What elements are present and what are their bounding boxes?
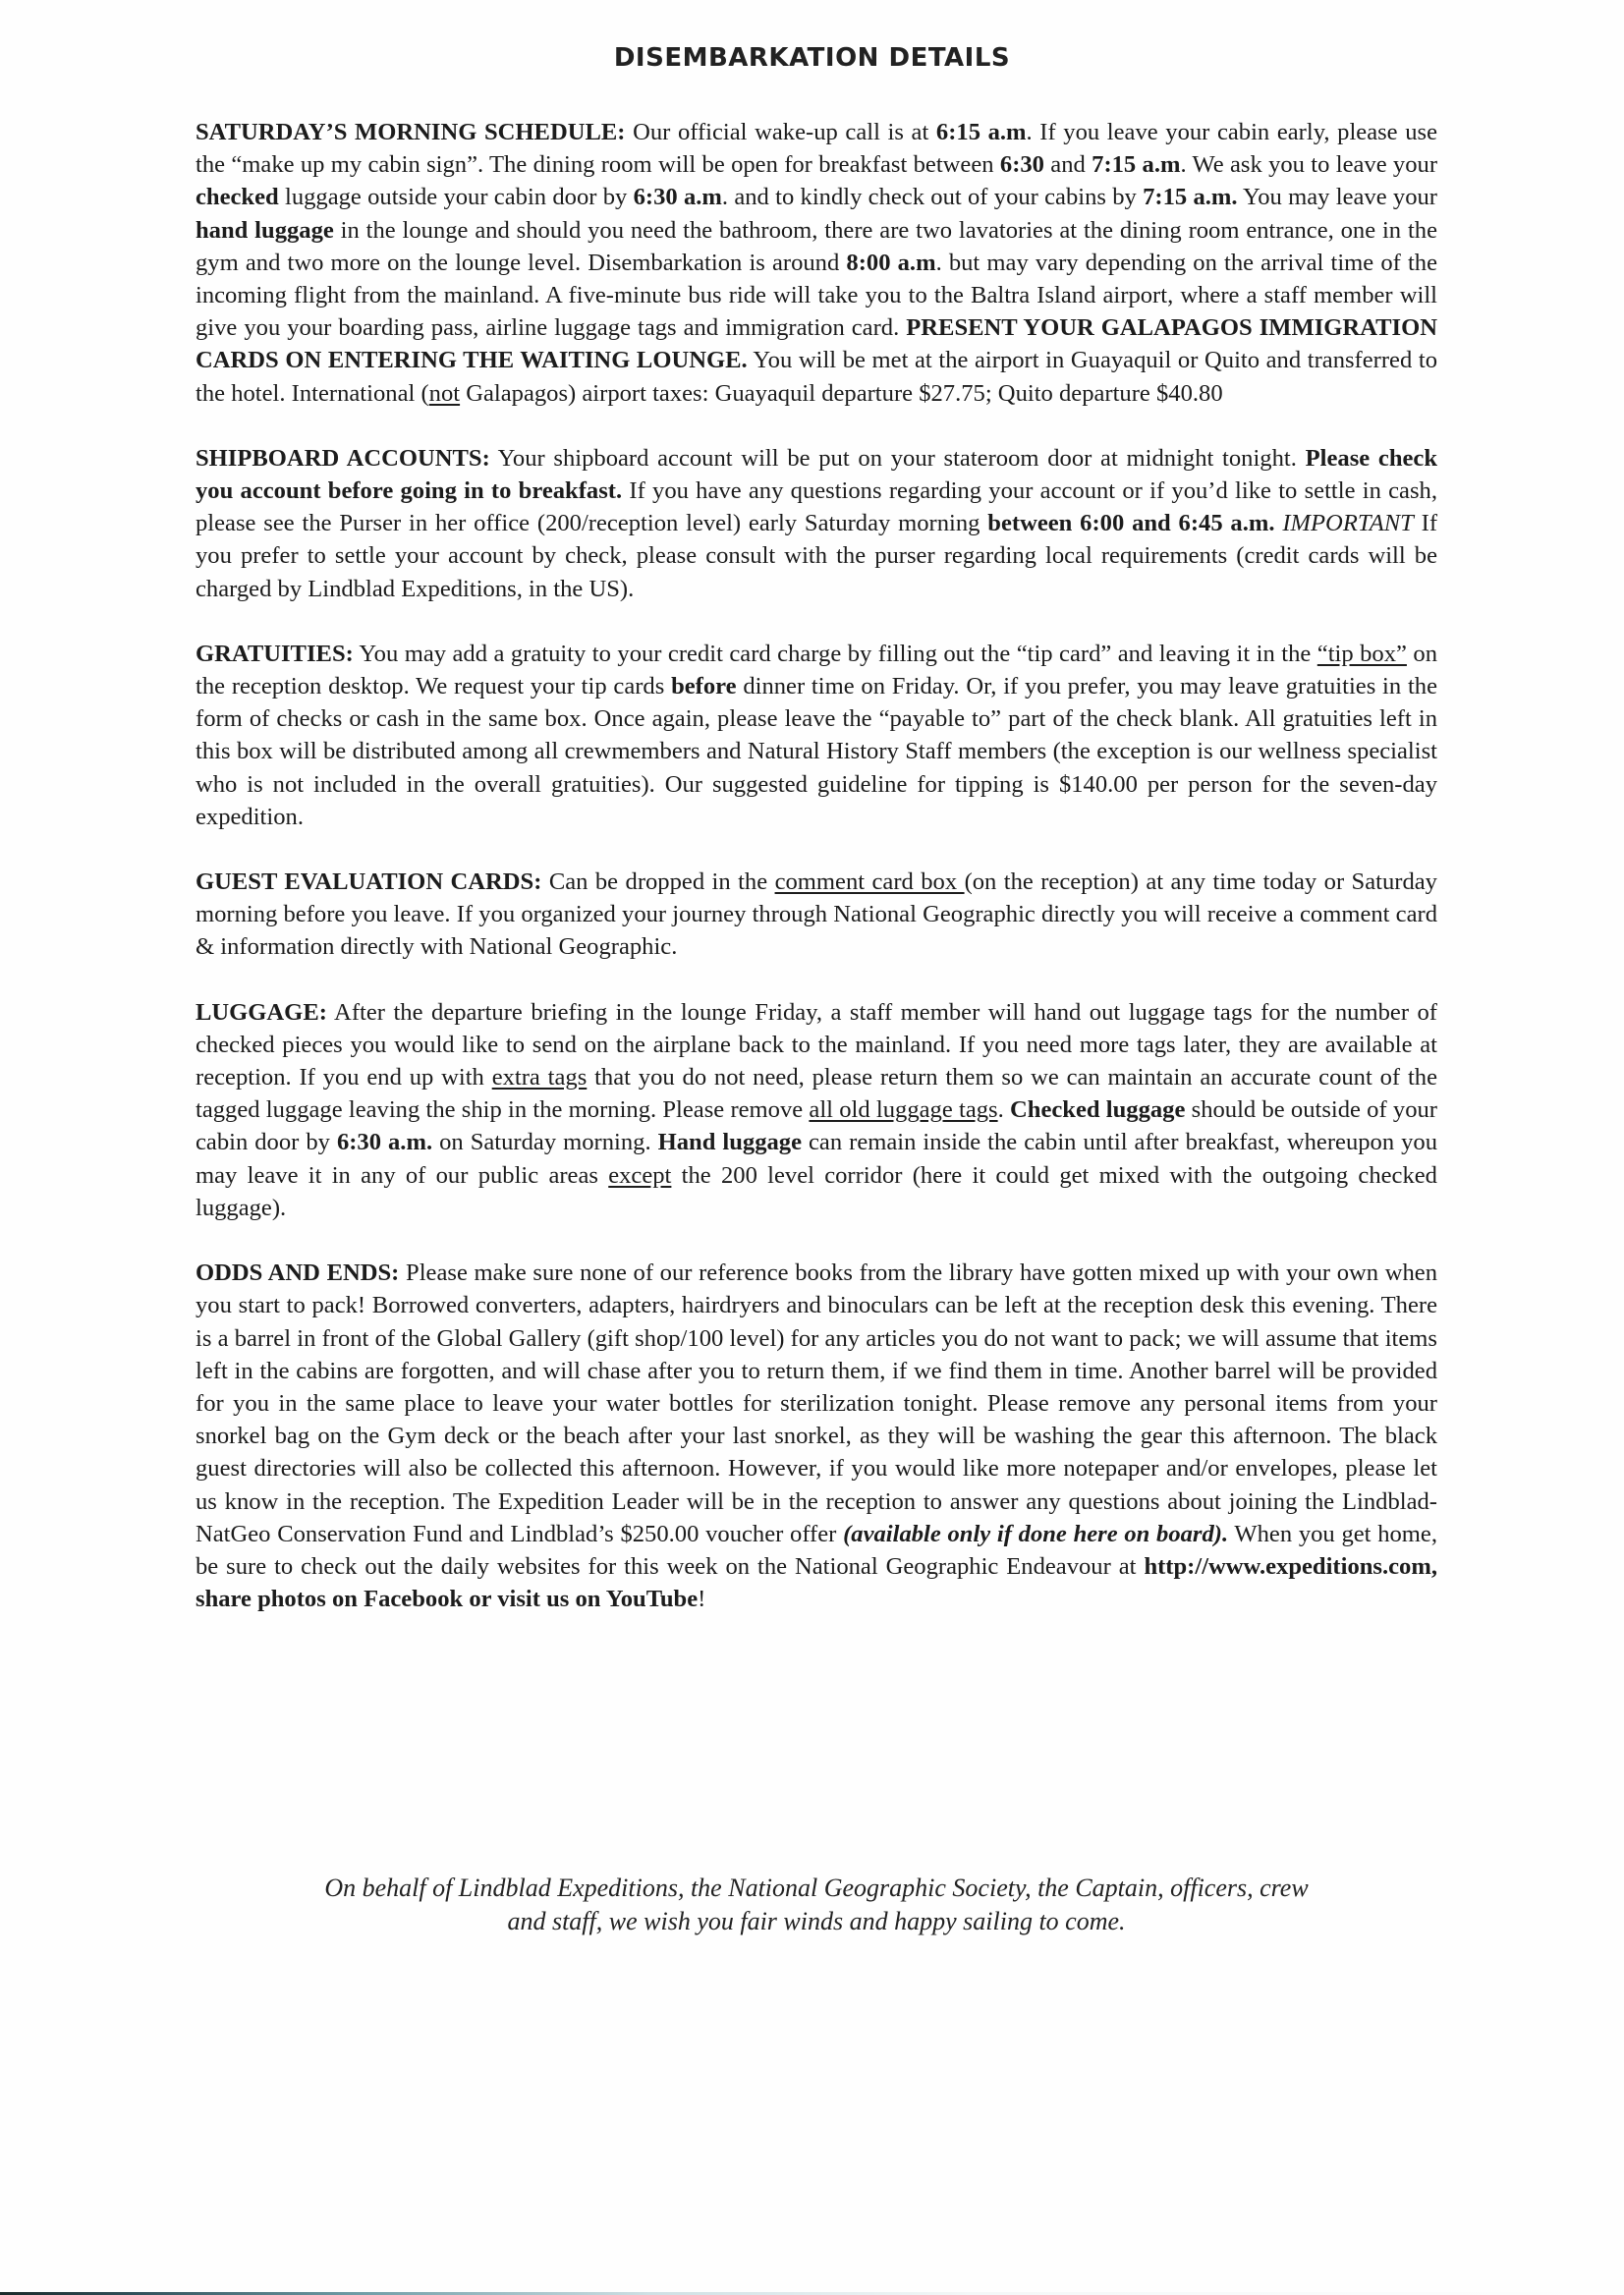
text-run: Checked luggage [1010,1096,1186,1124]
text-run: (on the reception) at any time today or Saturday morning before you leave. If you organized your journey through National Geographic directly you will receive a comment card & information directly with National Geographic. [196,868,1437,961]
text-run: extra tags [491,1064,588,1092]
text-run: 6:30 a.m [633,184,722,211]
text-run: and [1043,151,1092,179]
text-run: Hand luggage [657,1129,803,1156]
text-run: If you prefer to settle your account by check, please consult with the purser regarding local requirements (credit cards will be charged by Lindblad Expeditions, in the US). [196,510,1438,602]
text-run: 7:15 a.m. [1143,184,1238,211]
section-gratuities [196,638,1437,833]
text-run: Can be dropped in the [541,868,775,896]
section-odds-and-ends [196,1257,1437,1615]
text-run: between 6:00 and 6:45 a.m. [987,510,1275,537]
text-run: “tip box” [1316,640,1407,667]
text-run: Your shipboard account will be put on your stateroom door at midnight tonight. [489,444,1306,472]
text-run: (available only if done here on board). [843,1520,1229,1547]
text-run: You will be met at the airport in Guayaquil or Quito and transferred to the hotel. International ( [196,347,1437,407]
text-run: in the lounge and should you need the bathroom, there are two lavatories at the dining room entrance, one in the gym and two more on the lounge level. Disembarkation is around [196,216,1437,276]
text-run: not [428,379,461,407]
section-guest-evaluation-cards [196,866,1437,964]
text-run: before [671,673,737,700]
text-run: can remain inside the cabin until after breakfast, whereupon you may leave it in any of our public areas [196,1129,1438,1189]
text-run: 7:15 a.m [1092,151,1181,179]
text-run: 6:30 [999,151,1044,179]
document-body [196,116,1437,1648]
text-run: dinner time on Friday. Or, if you prefer, you may leave gratuities in the form of checks or cash in the same box. Once again, please leave the “payable to” part of the check blank. All gratuities left in this box will be distributed among all crewmembers and Natural History Staff members (the exception is our wellness specialist who is not included in the overall gratuities). Our suggested guideline for tipping is $140.00 per person for the seven-day expedition. [196,673,1437,830]
closing-line-1: On behalf of Lindblad Expeditions, the National Geographic Society, the Captain, officers, crew [324,1874,1309,1902]
text-run: When you get home, be sure to check out the daily websites for this week on the National Geographic Endeavour at [196,1520,1437,1580]
text-run: 6:15 a.m [935,119,1027,145]
text-run: 6:30 a.m. [336,1129,433,1156]
text-run: PRESENT YOUR GALAPAGOS IMMIGRATION CARDS ON ENTERING THE WAITING LOUNGE. [196,314,1437,374]
text-run: comment card box [774,868,965,896]
text-run: hand luggage [196,216,334,244]
text-run: Galapagos) airport taxes: Guayaquil departure $27.75; Quito departure $40.80 [460,379,1223,407]
text-run: on Saturday morning. [432,1129,658,1156]
text-run: You may leave your [1237,184,1437,211]
text-run: should be outside of your cabin door by [196,1096,1437,1156]
section-heading: SATURDAY’S MORNING SCHEDULE: [196,119,626,145]
text-run: that you do not need, please return them so we can maintain an accurate count of the tagged luggage leaving the ship in the morning. Please remove [196,1064,1437,1124]
section-heading: GUEST EVALUATION CARDS: [196,868,542,896]
text-run: IMPORTANT [1282,510,1414,537]
text-run: on the reception desktop. We request your tip cards [196,640,1437,700]
text-run: . and to kindly check out of your cabins by [721,184,1144,211]
text-run: 8:00 a.m [846,249,936,276]
section-luggage [196,996,1437,1224]
text-run: Please check you account before going in to breakfast. [196,444,1438,505]
text-run: the 200 level corridor (here it could get mixed with the outgoing checked luggage). [196,1161,1437,1221]
text-run: . [997,1096,1010,1124]
section-heading: SHIPBOARD ACCOUNTS: [196,444,490,472]
text-run: luggage outside your cabin door by [278,184,634,211]
text-run: You may add a gratuity to your credit card charge by filling out the “tip card” and leaving it in the [353,640,1317,667]
text-run: except [608,1161,672,1189]
page-title: DISEMBARKATION DETAILS [613,43,1011,73]
text-run: Our official wake-up call is at [625,119,936,145]
text-run: . but may vary depending on the arrival time of the incoming flight from the mainland. A five-minute bus ride will take you to the Baltra Island airport, where a staff member will give you your boarding pass, airline luggage tags and immigration card. [196,249,1437,342]
text-run: all old luggage tags [809,1096,998,1124]
section-shipboard-accounts [196,442,1437,605]
closing-line-2: and staff, we wish you fair winds and happy sailing to come. [507,1907,1126,1935]
text-run: . If you leave your cabin early, please use the “make up my cabin sign”. The dining room will be open for breakfast between [196,119,1437,179]
text-run: ! [698,1586,706,1613]
section-heading: ODDS AND ENDS: [196,1259,400,1287]
closing-message [196,1872,1437,1938]
text-run: checked [196,184,279,211]
section-saturday-schedule [196,116,1437,410]
text-run: After the departure briefing in the lounge Friday, a staff member will hand out luggage tags for the number of checked pieces you would like to send on the airplane back to the mainland. If you need more tags later, they are available at reception. If you end up with [196,998,1437,1092]
text-run: . We ask you to leave your [1180,151,1438,179]
section-heading: LUGGAGE: [196,998,327,1026]
text-run: Please make sure none of our reference books from the library have gotten mixed up with your own when you start to pack! Borrowed converters, adapters, hairdryers and binoculars can be left at the reception desk this evening. There is a barrel in front of the Global Gallery (gift shop/100 level) for any articles you do not want to pack; we will assume that items left in the cabins are forgotten, and will chase after you to return them, if we find them in time. Another barrel will be provided for you in the same place to leave your water bottles for sterilization tonight. Please remove any personal items from your snorkel bag on the Gym deck or the beach after your last snorkel, as they will be washing the gear this afternoon. The black guest directories will also be collected this afternoon. However, if you would like more notepaper and/or envelopes, please let us know in the reception. The Expedition Leader will be in the reception to answer any questions about joining the Lindblad-NatGeo Conservation Fund and Lindblad’s $250.00 voucher offer [196,1259,1437,1547]
text-run: http://www.expeditions.com, share photos on Facebook or visit us on YouTube [196,1552,1437,1613]
text-run: If you have any questions regarding your account or if you’d like to settle in cash, please see the Purser in her office (200/reception level) early Saturday morning [196,477,1437,537]
section-heading: GRATUITIES: [196,640,354,667]
